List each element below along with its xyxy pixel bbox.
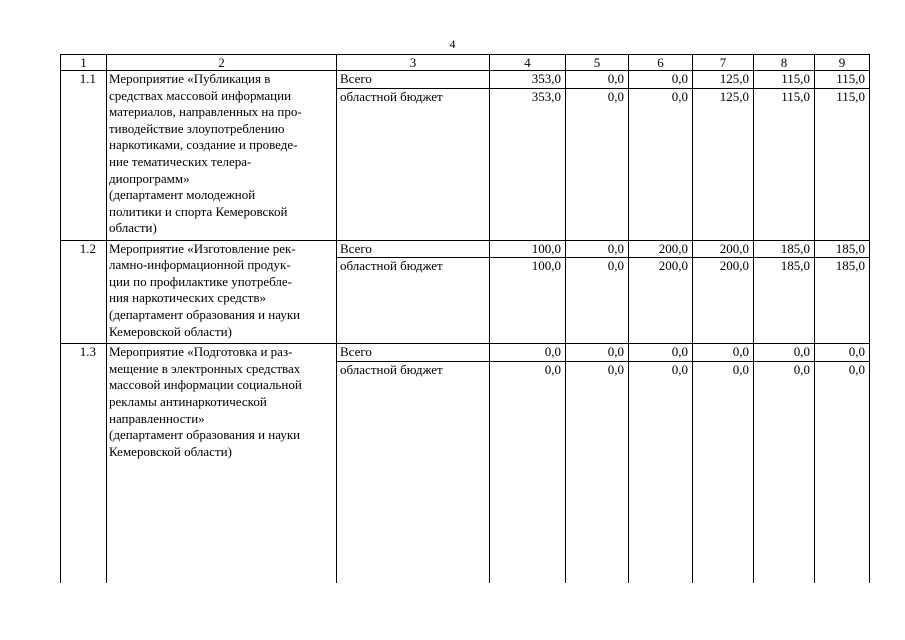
description-line: Кемеровской области) bbox=[109, 443, 232, 459]
description-line: политики и спорта Кемеровской bbox=[109, 203, 288, 219]
description-line: рекламы антинаркотической bbox=[109, 393, 267, 409]
amount-cell: 0,0 bbox=[490, 344, 566, 362]
amount-cell: 0,0 bbox=[629, 361, 693, 583]
description-line: материалов, направленных на про- bbox=[109, 104, 302, 120]
description-line: (департамент образования и науки bbox=[109, 306, 301, 322]
amount-cell: 125,0 bbox=[693, 88, 754, 240]
description-line: (департамент молодежной bbox=[109, 187, 256, 203]
amount-cell: 0,0 bbox=[490, 361, 566, 583]
description-line: области) bbox=[109, 220, 157, 236]
description-line: массовой информации социальной bbox=[109, 377, 302, 393]
amount-cell: 0,0 bbox=[629, 344, 693, 362]
item-description bbox=[107, 71, 337, 241]
description-line: ции по профилактике употребле- bbox=[109, 273, 292, 289]
item-description bbox=[107, 240, 337, 344]
amount-cell: 0,0 bbox=[566, 88, 629, 240]
funding-source: областной бюджет bbox=[337, 258, 490, 344]
amount-cell: 0,0 bbox=[754, 361, 815, 583]
amount-cell: 0,0 bbox=[815, 361, 870, 583]
description-line: ния наркотических средств» bbox=[109, 290, 266, 306]
item-number: 1.3 bbox=[61, 344, 107, 584]
amount-cell: 100,0 bbox=[490, 258, 566, 344]
description-line: ние тематических телера- bbox=[109, 153, 252, 169]
amount-cell: 200,0 bbox=[629, 240, 693, 258]
header-cell: 6 bbox=[629, 55, 693, 71]
funding-source: областной бюджет bbox=[337, 88, 490, 240]
description-line: (департамент образования и науки bbox=[109, 427, 301, 443]
amount-cell: 125,0 bbox=[693, 71, 754, 89]
amount-cell: 0,0 bbox=[815, 344, 870, 362]
amount-cell: 0,0 bbox=[629, 71, 693, 89]
funding-source: Всего bbox=[337, 344, 490, 362]
funding-source: Всего bbox=[337, 71, 490, 89]
table-row bbox=[61, 344, 870, 362]
header-cell: 9 bbox=[815, 55, 870, 71]
item-number: 1.2 bbox=[61, 240, 107, 344]
amount-cell: 353,0 bbox=[490, 88, 566, 240]
description-line: диопрограмм» bbox=[109, 170, 190, 186]
description-line: тиводействие злоупотреблению bbox=[109, 120, 285, 136]
header-cell: 7 bbox=[693, 55, 754, 71]
item-number: 1.1 bbox=[61, 71, 107, 241]
amount-cell: 115,0 bbox=[815, 71, 870, 89]
description-line: наркотиками, создание и проведе- bbox=[109, 137, 298, 153]
amount-cell: 185,0 bbox=[815, 240, 870, 258]
amount-cell: 353,0 bbox=[490, 71, 566, 89]
table-body bbox=[61, 55, 870, 584]
header-cell: 2 bbox=[107, 55, 337, 71]
amount-cell: 0,0 bbox=[566, 240, 629, 258]
amount-cell: 0,0 bbox=[693, 344, 754, 362]
description-line: Мероприятие «Подготовка и раз- bbox=[109, 344, 293, 360]
description-line: Мероприятие «Изготовление рек- bbox=[109, 240, 296, 256]
funding-source: Всего bbox=[337, 240, 490, 258]
amount-cell: 185,0 bbox=[754, 240, 815, 258]
amount-cell: 0,0 bbox=[693, 361, 754, 583]
funding-source: областной бюджет bbox=[337, 361, 490, 583]
amount-cell: 200,0 bbox=[693, 258, 754, 344]
amount-cell: 200,0 bbox=[629, 258, 693, 344]
description-line: мещение в электронных средствах bbox=[109, 360, 301, 376]
description-line: направленности» bbox=[109, 410, 205, 426]
amount-cell: 0,0 bbox=[629, 88, 693, 240]
description-line: Мероприятие «Публикация в bbox=[109, 71, 271, 86]
amount-cell: 185,0 bbox=[754, 258, 815, 344]
amount-cell: 185,0 bbox=[815, 258, 870, 344]
header-cell: 4 bbox=[490, 55, 566, 71]
amount-cell: 0,0 bbox=[566, 361, 629, 583]
amount-cell: 0,0 bbox=[566, 71, 629, 89]
table-row bbox=[61, 71, 870, 89]
amount-cell: 200,0 bbox=[693, 240, 754, 258]
header-cell: 5 bbox=[566, 55, 629, 71]
table-row bbox=[61, 240, 870, 258]
description-line: Кемеровской области) bbox=[109, 323, 232, 339]
amount-cell: 115,0 bbox=[815, 88, 870, 240]
amount-cell: 0,0 bbox=[754, 344, 815, 362]
amount-cell: 115,0 bbox=[754, 71, 815, 89]
amount-cell: 0,0 bbox=[566, 344, 629, 362]
amount-cell: 100,0 bbox=[490, 240, 566, 258]
header-cell: 1 bbox=[61, 55, 107, 71]
header-row bbox=[61, 55, 870, 71]
page-number: 4 bbox=[449, 37, 456, 51]
description-line: ламно-информационной продук- bbox=[109, 257, 291, 273]
item-description bbox=[107, 344, 337, 584]
header-cell: 8 bbox=[754, 55, 815, 71]
description-line: средствах массовой информации bbox=[109, 87, 292, 103]
amount-cell: 0,0 bbox=[566, 258, 629, 344]
amount-cell: 115,0 bbox=[754, 88, 815, 240]
header-cell: 3 bbox=[337, 55, 490, 71]
budget-table bbox=[60, 54, 870, 583]
